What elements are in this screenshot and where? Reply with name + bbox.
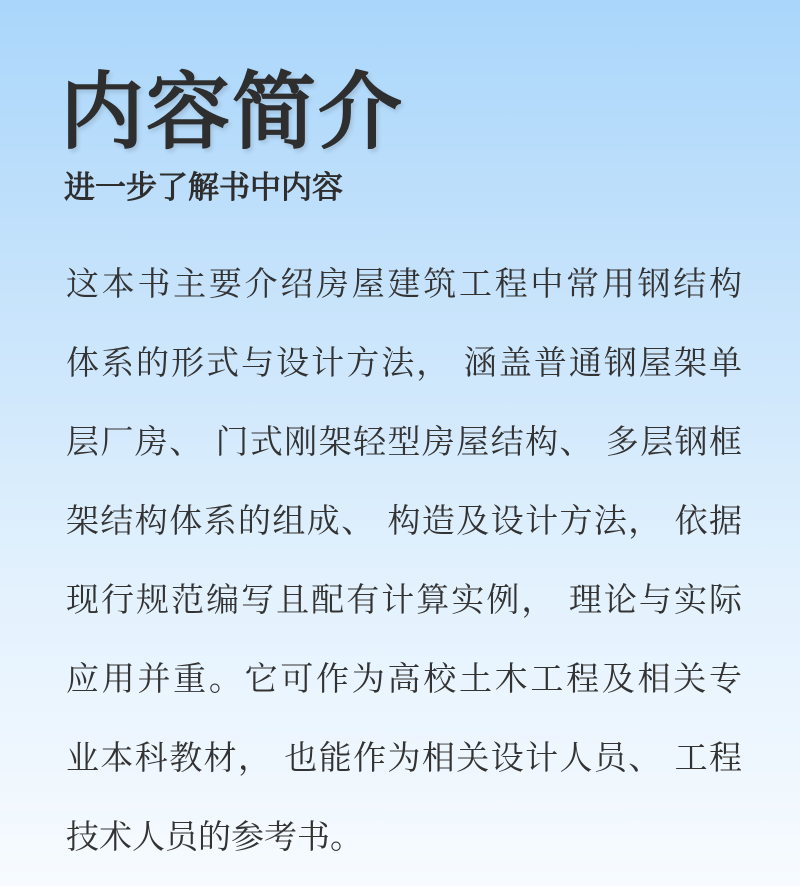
intro-line: 体系的形式与设计方法， 涵盖普通钢屋架单 (66, 343, 742, 382)
page-title: 内容简介 (60, 63, 405, 161)
intro-line: 架结构体系的组成、 构造及设计方法， 依据 (66, 501, 742, 540)
intro-line: 业本科教材， 也能作为相关设计人员、 工程 (66, 738, 742, 777)
page-subtitle: 进一步了解书中内容 (64, 170, 343, 206)
intro-line: 这本书主要介绍房屋建筑工程中常用钢结构 (66, 264, 742, 303)
intro-line: 技术人员的参考书。 (66, 817, 363, 856)
intro-body (66, 244, 742, 876)
intro-line: 层厂房、 门式刚架轻型房屋结构、 多层钢框 (66, 422, 742, 461)
intro-line: 应用并重。它可作为高校土木工程及相关专 (66, 659, 742, 698)
intro-line: 现行规范编写且配有计算实例， 理论与实际 (66, 580, 742, 619)
